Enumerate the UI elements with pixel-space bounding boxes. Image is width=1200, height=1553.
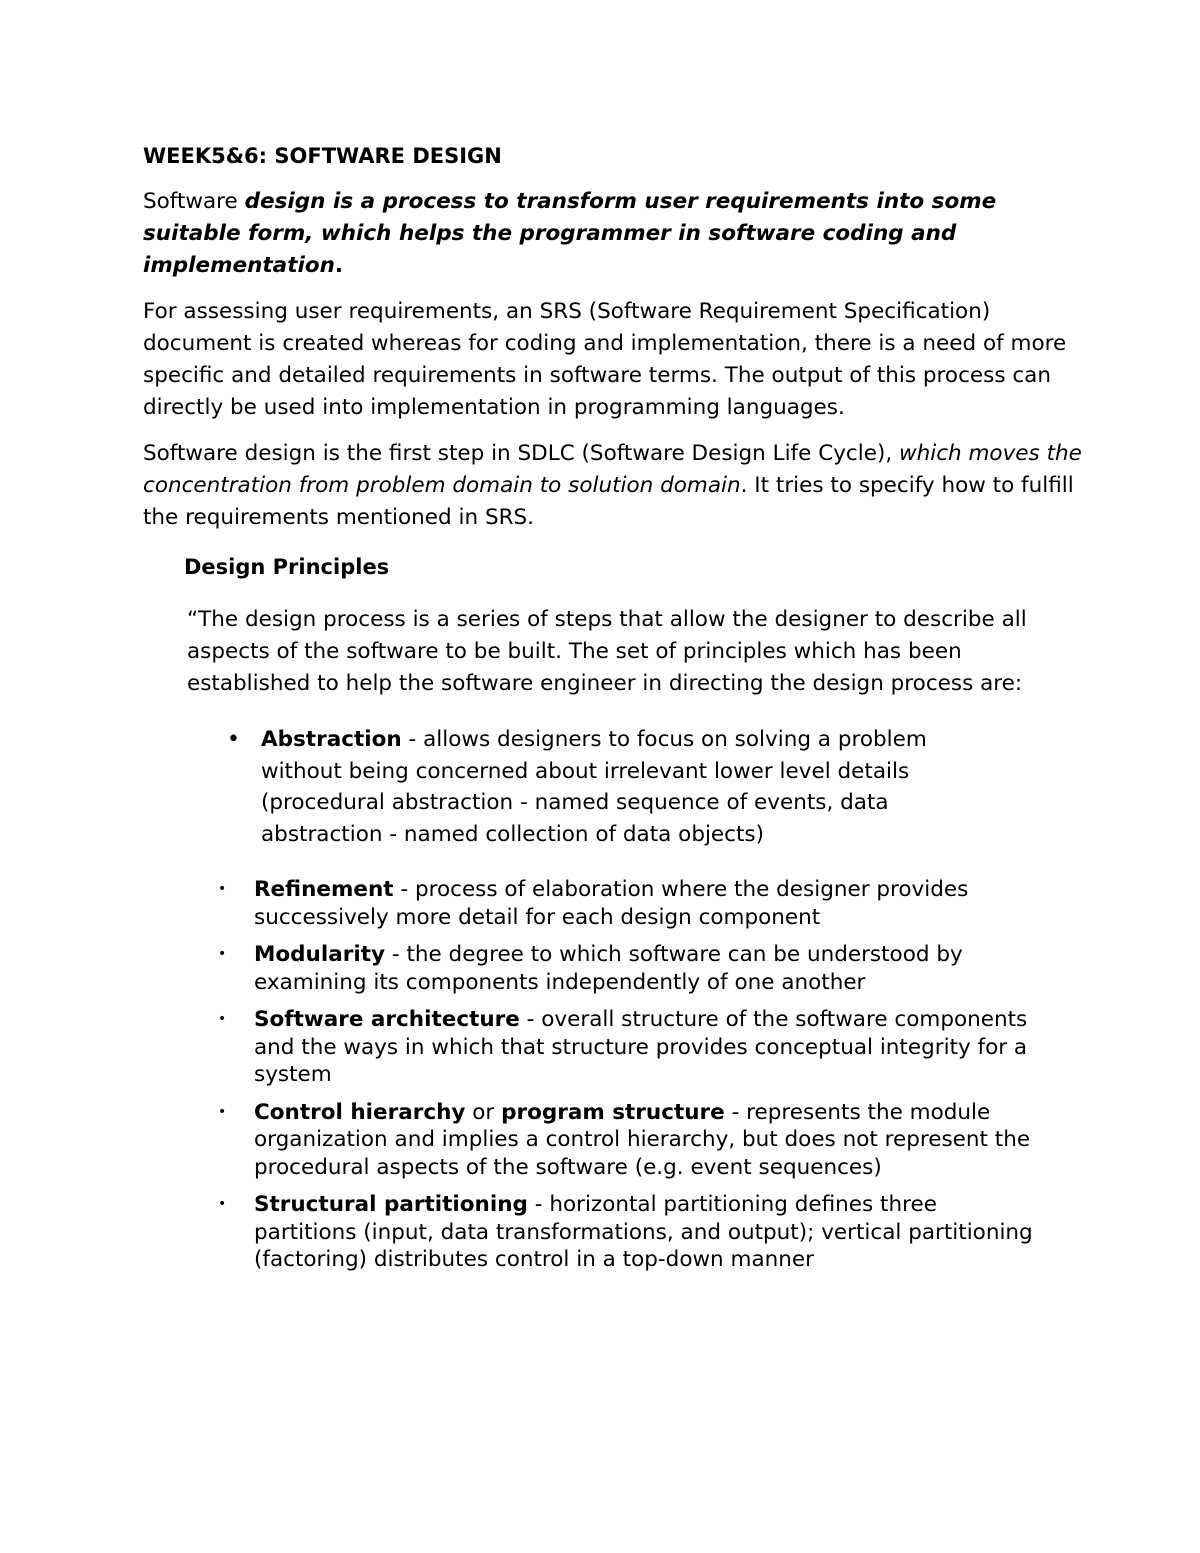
- principles-list-first: [143, 724, 1083, 850]
- term-program-structure: program structure: [501, 1099, 725, 1125]
- description-abstraction: - allows designers to focus on solving a problem without being concerned about irrelevant lower level details (procedural abstraction - named sequence of events, data abstraction - named collection of data objects): [261, 727, 927, 847]
- description-refinement: - process of elaboration where the designer provides successively more detail for each design component: [254, 877, 969, 930]
- term-structural-partitioning: Structural partitioning: [254, 1192, 528, 1217]
- description-control-hierarchy: - represents the module organization and implies a control hierarchy, but does not represent the procedural aspects of the software (e.g. event sequences): [254, 1099, 1031, 1180]
- list-item-modularity: [143, 941, 1034, 996]
- document-page: [143, 140, 1083, 1284]
- term-control-hierarchy: Control hierarchy: [254, 1099, 466, 1125]
- term-software-architecture: Software architecture: [254, 1007, 520, 1032]
- bullet-icon: •: [218, 1103, 227, 1120]
- bullet-icon: •: [218, 881, 227, 897]
- list-item-structural-partitioning: [143, 1191, 1034, 1274]
- description-modularity: - the degree to which software can be understood by examining its components independently of one another: [254, 942, 963, 995]
- sdlc-lead: Software design is the first step in SDLC (Software Design Life Cycle),: [143, 441, 900, 466]
- principles-list: [143, 876, 1083, 1274]
- design-process-quote: “The design process is a series of steps that allow the designer to describe all aspects of the software to be built. The set of principles which has been established to help the software engineer in directing the design process are:: [187, 607, 1027, 696]
- intro-emphasis: design is a process to transform user requirements into some suitable form, which helps the programmer in software coding and implementation: [143, 189, 997, 278]
- bullet-icon: •: [218, 1011, 227, 1027]
- list-item-control-hierarchy: [143, 1099, 1034, 1182]
- section-heading-design-principles: Design Principles: [184, 555, 390, 579]
- list-item-abstraction: [143, 724, 1001, 850]
- bullet-icon: •: [227, 727, 240, 752]
- term-refinement: Refinement: [254, 877, 394, 902]
- term-modularity: Modularity: [254, 942, 386, 967]
- intro-end: .: [334, 253, 344, 278]
- intro-lead: Software: [143, 189, 245, 214]
- srs-paragraph: For assessing user requirements, an SRS (Software Requirement Specification) document is created whereas for coding and implementation, there is a need of more specific and detailed requirements in software terms. The output of this process can directly be used into implementation in programming languages.: [143, 299, 1067, 420]
- description-structural-partitioning: - horizontal partitioning defines three partitions (input, data transformations, and output); vertical partitioning (factoring) distributes control in a top-down manner: [254, 1192, 1033, 1272]
- list-item-refinement: [143, 876, 1034, 931]
- description-software-architecture: - overall structure of the software components and the ways in which that structure provides conceptual integrity for a system: [254, 1007, 1028, 1087]
- connector-or: or: [465, 1099, 502, 1125]
- document-title: WEEK5&6: SOFTWARE DESIGN: [143, 144, 502, 168]
- bullet-icon: •: [218, 1196, 227, 1212]
- sdlc-paragraph: [143, 438, 1083, 534]
- sdlc-end: . It tries to specify how to fulfill the requirements mentioned in SRS.: [143, 473, 1074, 530]
- bullet-icon: •: [218, 946, 227, 962]
- sdlc-emphasis: which moves the concentration from problem domain to solution domain: [143, 441, 1082, 498]
- term-abstraction: Abstraction: [261, 727, 402, 752]
- intro-paragraph: [143, 186, 1083, 282]
- list-item-software-architecture: [143, 1006, 1034, 1089]
